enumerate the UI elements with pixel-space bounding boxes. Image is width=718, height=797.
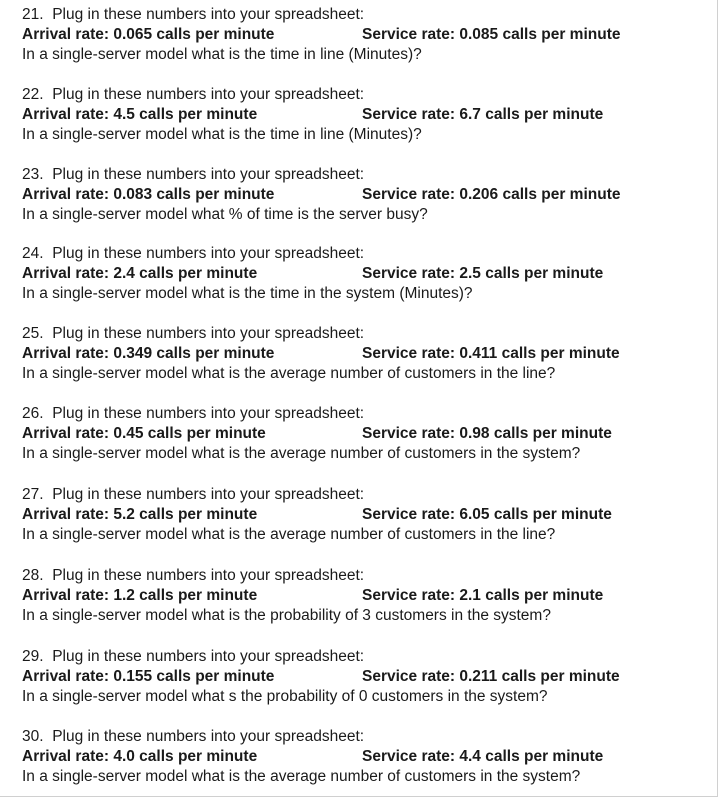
question-21 (22, 5, 712, 65)
intro-text: Plug in these numbers into your spreadsheet: (52, 567, 365, 584)
question-intro (22, 727, 712, 747)
question-number: 26. (22, 405, 44, 422)
question-26 (22, 404, 712, 464)
service-rate: Service rate: 2.1 calls per minute (362, 587, 604, 604)
question-prompt: In a single-server model what is the time in the system (Minutes)? (22, 285, 473, 302)
question-intro (22, 647, 712, 667)
question-intro (22, 85, 712, 105)
intro-text: Plug in these numbers into your spreadsheet: (52, 166, 365, 183)
service-rate: Service rate: 0.085 calls per minute (362, 26, 621, 43)
rates-row (22, 185, 712, 205)
rates-row (22, 25, 712, 45)
question-intro (22, 324, 712, 344)
rates-row (22, 344, 712, 364)
rates-row (22, 747, 712, 767)
question-24 (22, 244, 712, 304)
question-prompt: In a single-server model what s the probability of 0 customers in the system? (22, 688, 548, 705)
arrival-rate: Arrival rate: 0.155 calls per minute (22, 668, 275, 685)
service-rate: Service rate: 6.05 calls per minute (362, 506, 612, 523)
question-intro (22, 5, 712, 25)
service-rate: Service rate: 0.98 calls per minute (362, 425, 612, 442)
rates-row (22, 264, 712, 284)
rates-row (22, 586, 712, 606)
question-prompt: In a single-server model what % of time is the server busy? (22, 206, 428, 223)
arrival-rate: Arrival rate: 0.349 calls per minute (22, 345, 275, 362)
question-prompt: In a single-server model what is the average number of customers in the system? (22, 445, 581, 462)
question-22 (22, 85, 712, 145)
question-intro (22, 244, 712, 264)
intro-text: Plug in these numbers into your spreadsheet: (52, 6, 365, 23)
rates-row (22, 105, 712, 125)
intro-text: Plug in these numbers into your spreadsheet: (52, 245, 365, 262)
question-prompt: In a single-server model what is the average number of customers in the line? (22, 526, 556, 543)
service-rate: Service rate: 0.211 calls per minute (362, 668, 620, 685)
arrival-rate: Arrival rate: 2.4 calls per minute (22, 265, 258, 282)
question-intro (22, 566, 712, 586)
question-intro (22, 485, 712, 505)
rates-row (22, 667, 712, 687)
question-prompt: In a single-server model what is the time in line (Minutes)? (22, 126, 422, 143)
question-number: 29. (22, 648, 44, 665)
question-prompt: In a single-server model what is the average number of customers in the line? (22, 365, 556, 382)
arrival-rate: Arrival rate: 1.2 calls per minute (22, 587, 258, 604)
service-rate: Service rate: 6.7 calls per minute (362, 106, 604, 123)
question-30 (22, 727, 712, 787)
service-rate: Service rate: 4.4 calls per minute (362, 748, 604, 765)
arrival-rate: Arrival rate: 4.5 calls per minute (22, 106, 258, 123)
question-intro (22, 165, 712, 185)
question-29 (22, 647, 712, 707)
intro-text: Plug in these numbers into your spreadsheet: (52, 728, 365, 745)
service-rate: Service rate: 2.5 calls per minute (362, 265, 604, 282)
rates-row (22, 505, 712, 525)
question-intro (22, 404, 712, 424)
question-number: 22. (22, 86, 44, 103)
question-prompt: In a single-server model what is the probability of 3 customers in the system? (22, 607, 551, 624)
question-number: 27. (22, 486, 44, 503)
arrival-rate: Arrival rate: 0.083 calls per minute (22, 186, 275, 203)
question-number: 24. (22, 245, 44, 262)
arrival-rate: Arrival rate: 0.45 calls per minute (22, 425, 266, 442)
arrival-rate: Arrival rate: 0.065 calls per minute (22, 26, 275, 43)
intro-text: Plug in these numbers into your spreadsheet: (52, 405, 365, 422)
question-number: 23. (22, 166, 44, 183)
question-27 (22, 485, 712, 545)
question-28 (22, 566, 712, 626)
question-number: 30. (22, 728, 44, 745)
intro-text: Plug in these numbers into your spreadsheet: (52, 325, 365, 342)
question-number: 21. (22, 6, 44, 23)
intro-text: Plug in these numbers into your spreadsheet: (52, 486, 365, 503)
intro-text: Plug in these numbers into your spreadsheet: (52, 648, 365, 665)
question-25 (22, 324, 712, 384)
question-23 (22, 165, 712, 225)
question-number: 28. (22, 567, 44, 584)
arrival-rate: Arrival rate: 4.0 calls per minute (22, 748, 258, 765)
question-prompt: In a single-server model what is the time in line (Minutes)? (22, 46, 422, 63)
arrival-rate: Arrival rate: 5.2 calls per minute (22, 506, 258, 523)
question-number: 25. (22, 325, 44, 342)
question-prompt: In a single-server model what is the average number of customers in the system? (22, 768, 581, 785)
service-rate: Service rate: 0.411 calls per minute (362, 345, 620, 362)
intro-text: Plug in these numbers into your spreadsheet: (52, 86, 365, 103)
rates-row (22, 424, 712, 444)
service-rate: Service rate: 0.206 calls per minute (362, 186, 621, 203)
